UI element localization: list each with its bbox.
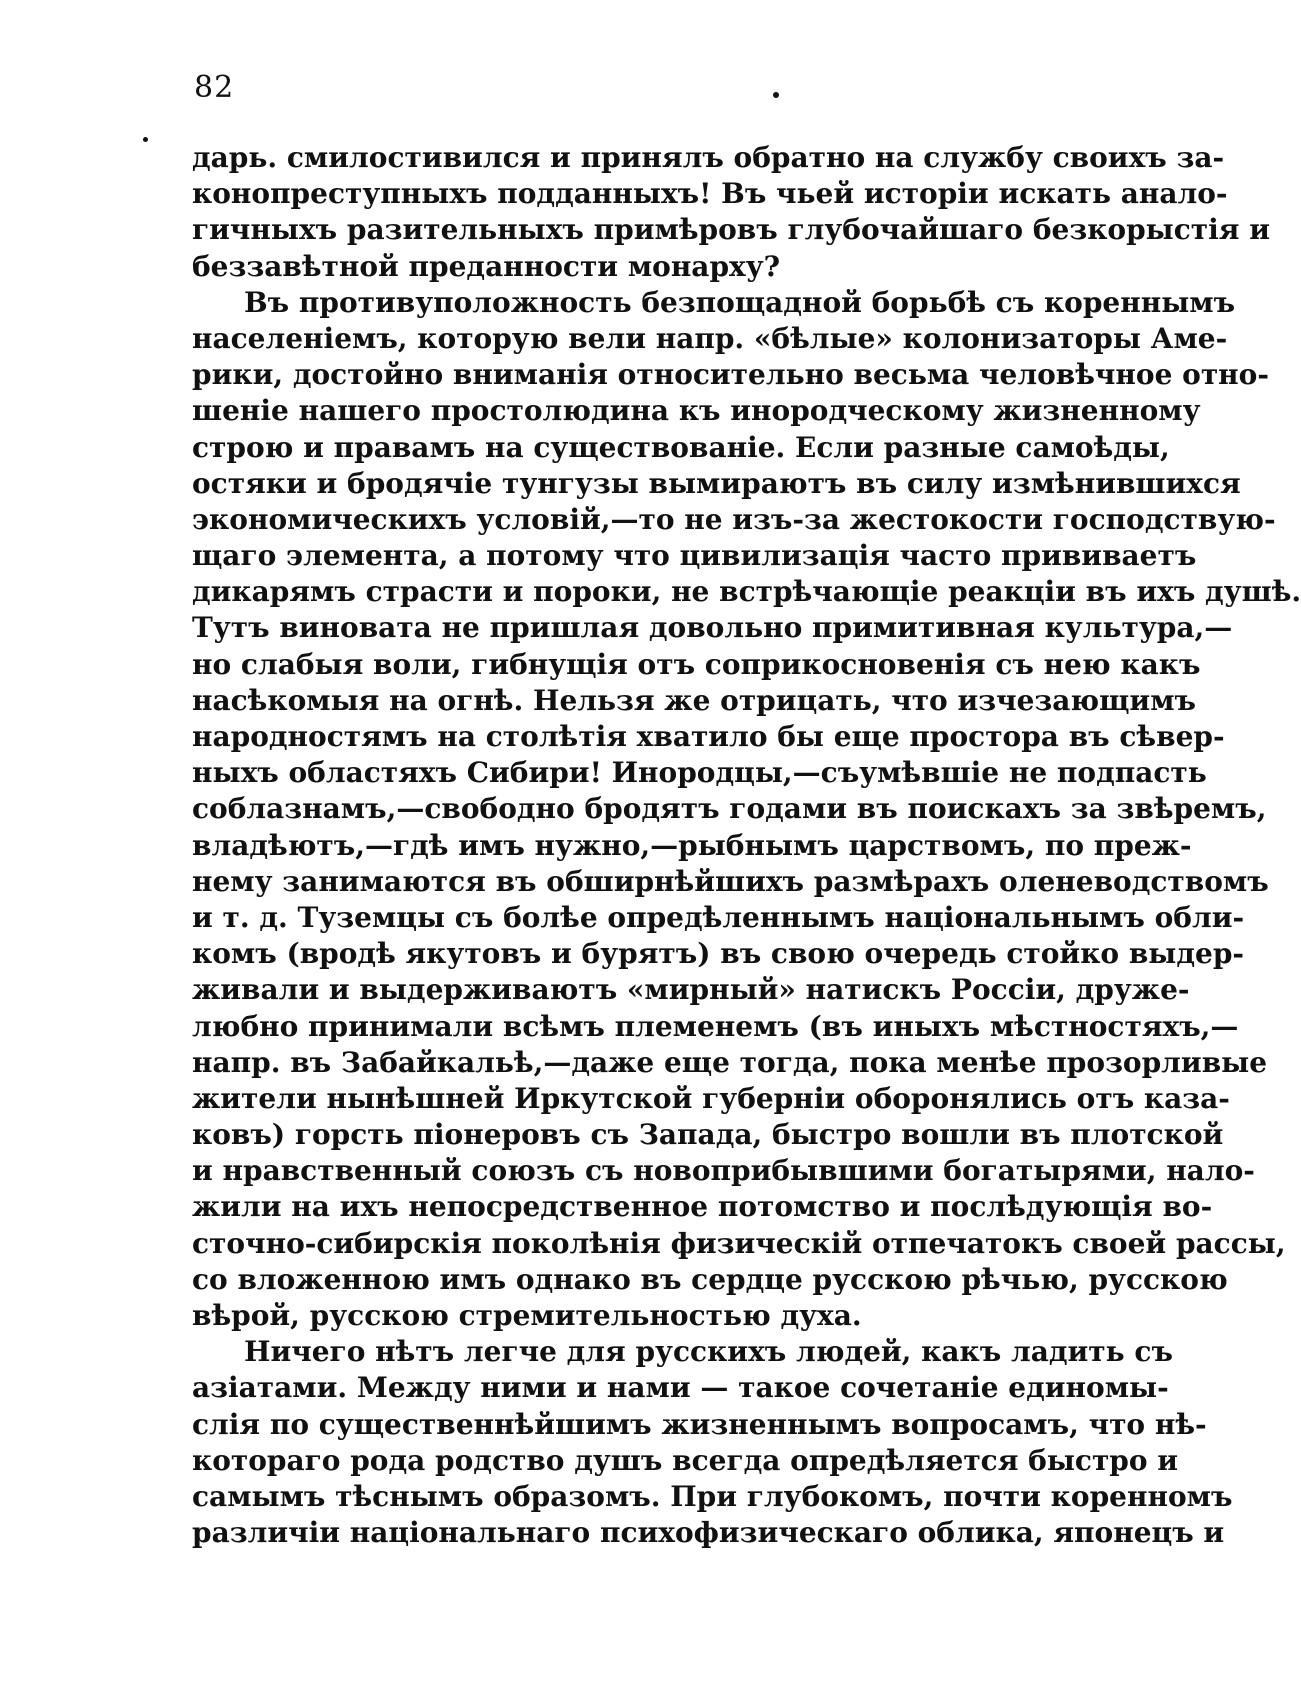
text-line: шеніе нашего простолюдина къ инородческому жизненному [192,394,1201,428]
text-line: котораго рода родство душъ всегда опредѣляется быстро и [192,1443,1179,1477]
text-line: экономическихъ условій,—то не изъ-за жестокости господствую- [192,502,1276,536]
text-line: гичныхъ разительныхъ примѣровъ глубочайшаго безкорыстія и [192,213,1270,247]
text-line: народностямъ на столѣтія хватило бы еще простора въ сѣвер- [192,720,1225,753]
text-line: слія по существеннѣйшимъ жизненнымъ вопросамъ, что нѣ- [192,1407,1207,1441]
text-line: различіи національнаго психофизическаго облика, японецъ и [192,1516,1225,1550]
text-line: насѣкомыя на огнѣ. Нельзя же отрицать, что изчезающимъ [192,683,1196,717]
text-line: щаго элемента, а потому что цивилизація часто прививаетъ [192,539,1197,573]
print-speck [773,92,779,98]
text-line: живали и выдерживаютъ «мирный» натискъ Россіи, друже- [192,973,1190,1007]
text-line: ковъ) горсть піонеровъ съ Запада, быстро вошли въ плотской [192,1118,1224,1152]
text-line: жители нынѣшней Иркутской губерніи оборонялись отъ каза- [192,1081,1230,1115]
text-line: и т. д. Туземцы съ болѣе опредѣленнымъ національнымъ обли- [192,900,1245,934]
text-line: вѣрой, русскою стремительностью духа. [192,1299,862,1332]
paragraph [192,1334,1233,1551]
text-line: напр. въ Забайкальѣ,—даже еще тогда, пока менѣе прозорливые [192,1045,1268,1079]
text-line: остяки и бродячіе тунгузы вымираютъ въ силу измѣнившихся [192,466,1241,500]
text-line: и нравственный союзъ съ новоприбывшими богатырями, нало- [192,1154,1255,1188]
text-line: дарь. смилостивился и принялъ обратно на службу своихъ за- [192,141,1225,174]
paragraph [192,285,1301,1334]
text-line: дикарямъ страсти и пороки, не встрѣчающіе реакціи въ ихъ душѣ. [192,575,1301,609]
text-line: со вложенною имъ однако въ сердце русскою рѣчью, русскою [192,1262,1228,1296]
text-line: владѣютъ,—гдѣ имъ нужно,—рыбнымъ царствомъ, по преж- [192,828,1192,862]
text-line: самымъ тѣснымъ образомъ. При глубокомъ, почти коренномъ [192,1479,1233,1513]
page-number: 82 [194,70,235,105]
body-text [192,140,1301,1551]
text-line: Въ противуположность безпощадной борьбѣ съ кореннымъ [244,285,1236,319]
text-line: но слабыя воли, гибнущія отъ соприкосновенія съ нею какъ [192,647,1201,681]
print-speck [143,137,148,142]
text-line: строю и правамъ на существованіе. Если разные самоѣды, [192,430,1170,464]
text-line: соблазнамъ,—свободно бродятъ годами въ поискахъ за звѣремъ, [192,792,1267,826]
text-line: нему занимаются въ обширнѣйшихъ размѣрахъ оленеводствомъ [192,864,1269,898]
text-line: сточно-сибирскія поколѣнія физическій отпечатокъ своей рассы, [192,1226,1286,1260]
text-line: конопреступныхъ подданныхъ! Въ чьей исторіи искать анало- [192,177,1228,211]
text-line: азіатами. Между ними и нами — такое сочетаніе единомы- [192,1371,1169,1405]
text-line: любно принимали всѣмъ племенемъ (въ иныхъ мѣстностяхъ,— [192,1009,1239,1043]
text-line: комъ (вродѣ якутовъ и бурятъ) въ свою очередь стойко выдер- [192,937,1245,971]
text-line: жили на ихъ непосредственное потомство и послѣдующія во- [192,1190,1213,1224]
text-line: беззавѣтной преданности монарху? [192,249,781,283]
text-line: ныхъ областяхъ Сибири! Инородцы,—съумѣвшіе не подпасть [192,756,1207,790]
paragraph [192,140,1270,285]
text-line: населеніемъ, которую вели напр. «бѣлые» колонизаторы Аме- [192,321,1228,355]
text-line: Тутъ виновата не пришлая довольно примитивная культура,— [192,611,1233,645]
text-line: Ничего нѣтъ легче для русскихъ людей, какъ ладить съ [244,1335,1173,1369]
text-line: рики, достойно вниманія относительно весьма человѣчное отно- [192,358,1269,392]
